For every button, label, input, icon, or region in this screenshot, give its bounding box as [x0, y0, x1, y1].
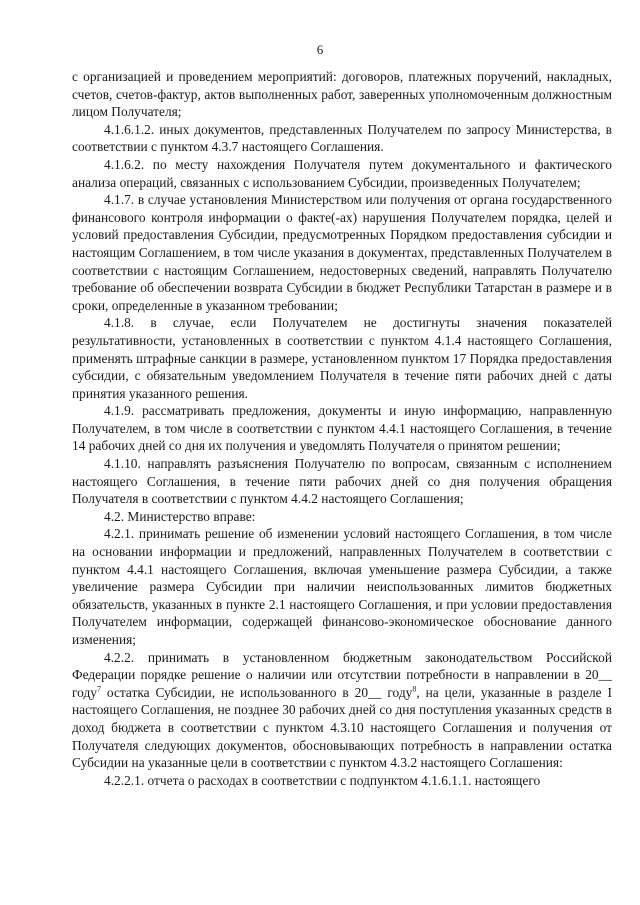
- paragraph-4-1-9: 4.1.9. рассматривать предложения, документы и иную информацию, направленную Получателем, в том числе в соответствии с пунктом 4.4.1 настоящего Соглашения, в течение 14 рабочих дней со дня их получения и уведомлять Получателя о принятом решении;: [72, 403, 612, 454]
- paragraph-continuation: с организацией и проведением мероприятий: договоров, платежных поручений, накладных, счетов, счетов-фактур, актов выполненных работ, заверенных уполномоченным должностным лицом Получателя;: [72, 69, 612, 120]
- paragraph-text: 4.2.2. принимать в установленном бюджетным законодательством Российской Федерации порядке решение о наличии или отсутствии потребности в направлении в 20__ году: [72, 649, 612, 700]
- paragraph-4-1-10: 4.1.10. направлять разъяснения Получателю по вопросам, связанным с исполнением настоящего Соглашения, в течение пяти рабочих дней со дня получения обращения Получателя в соответствии с пунктом 4.4.2 настоящего Соглашения;: [72, 456, 612, 507]
- paragraph-4-2-2-1: 4.2.2.1. отчета о расходах в соответствии с подпунктом 4.1.6.1.1. настоящего: [104, 772, 541, 788]
- paragraph-4-2-2: [72, 649, 612, 772]
- paragraph-4-2: 4.2. Министерство вправе:: [104, 508, 256, 524]
- paragraph-text: остатка Субсидии, не использованного в 20__ году: [100, 684, 413, 700]
- footnote-ref: 7: [96, 684, 101, 694]
- paragraph-4-1-8: 4.1.8. в случае, если Получателем не достигнуты значения показателей результативности, установленных в соответствии с пунктом 4.1.4 настоящего Соглашения, применять штрафные санкции в размере, установленном пунктом 17 Порядка предоставления субсидии, с обязательным уведомлением Получателя в течение пяти рабочих дней с даты принятия указанного решения.: [72, 315, 612, 401]
- paragraph-4-1-7: 4.1.7. в случае установления Министерством или получения от органа государственного финансового контроля информации о факте(-ах) нарушения Получателем порядка, целей и условий предоставления Субсидии, предусмотренных Порядком предоставления субсидии и настоящим Соглашением, в том числе указания в документах, представленных Получателем в соответствии с настоящим Соглашением, недостоверных сведений, направлять Получателю требование об обеспечении возврата Субсидии в бюджет Республики Татарстан в размере и в сроки, определенные в указанном требовании;: [72, 192, 612, 313]
- paragraph-4-1-6-1-2: 4.1.6.1.2. иных документов, представленных Получателем по запросу Министерства, в соответствии с пунктом 4.3.7 настоящего Соглашения.: [72, 121, 612, 155]
- footnote-ref: 8: [412, 684, 417, 694]
- paragraph-text: , на цели, указанные в разделе I настоящего Соглашения, не позднее 30 рабочих дней со дня поступления указанных средств в доход бюджета в соответствии с пунктом 4.3.10 настоящего Соглашения и получения от Получателя следующих документов, обосновывающих потребность в направлении остатка Субсидии на указанные цели в соответствии с пунктом 4.3.2 настоящего Соглашения:: [72, 684, 612, 771]
- paragraph-4-1-6-2: 4.1.6.2. по месту нахождения Получателя путем документального и фактического анализа операций, связанных с использованием Субсидии, произведенных Получателем;: [72, 156, 612, 190]
- page-number: 6: [316, 42, 324, 57]
- paragraph-4-2-1: 4.2.1. принимать решение об изменении условий настоящего Соглашения, в том числе на основании информации и предложений, направленных Получателем в соответствии с пунктом 4.4.1 настоящего Соглашения, включая уменьшение размера Субсидии, а также увеличение размера Субсидии при наличии неиспользованных лимитов бюджетных обязательств, указанных в пункте 2.1 настоящего Соглашения, и при условии предоставления Получателем информации, содержащей финансово-экономическое обоснование данного изменения;: [72, 526, 612, 647]
- document-body: [72, 68, 612, 789]
